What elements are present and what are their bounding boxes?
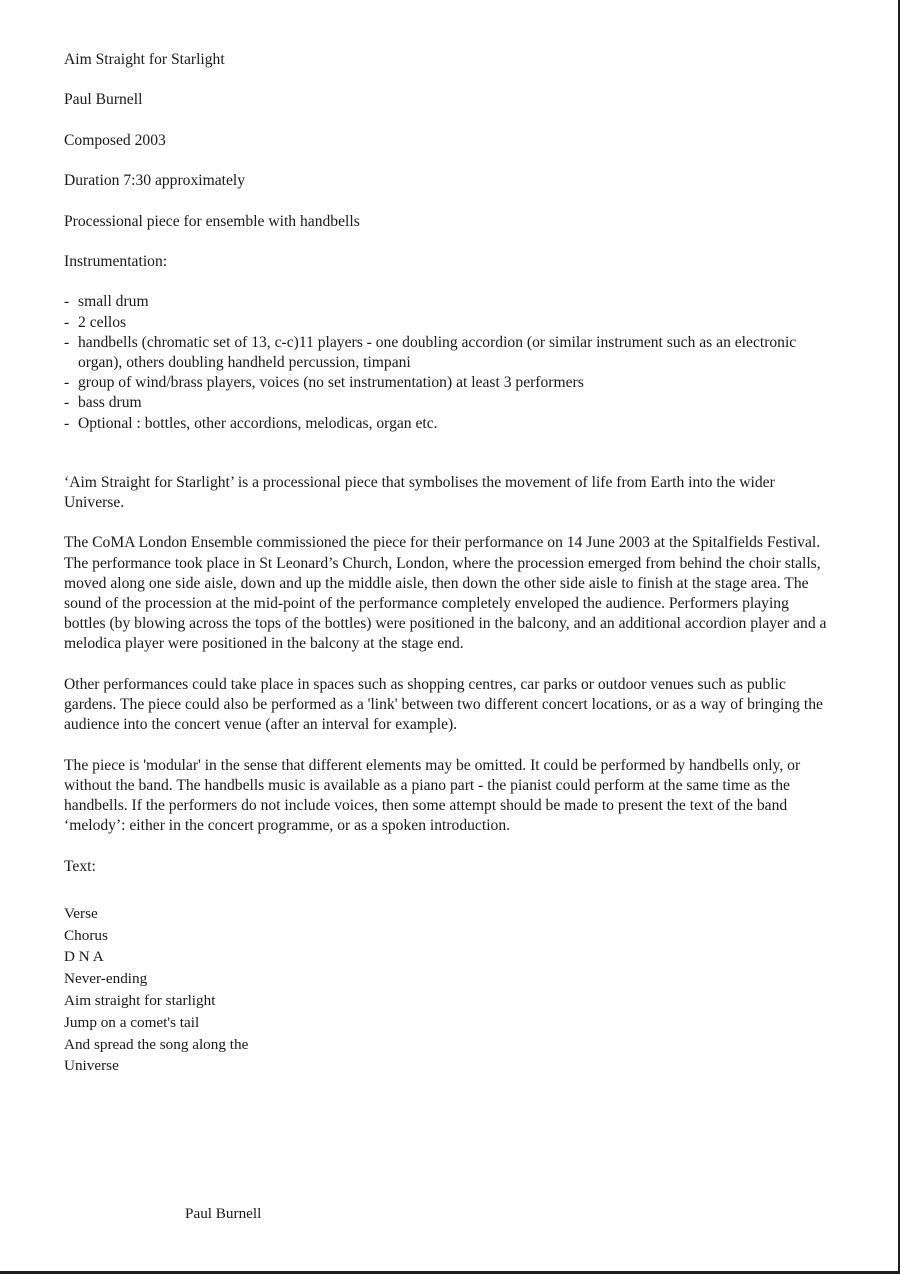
instrument-list [64, 292, 834, 433]
lyric-line: Chorus [64, 926, 108, 944]
instrument-item: - Optional : bottles, other accordions, melodicas, organ etc. [64, 414, 834, 434]
instrument-item: - handbells (chromatic set of 13, c-c)11 players - one doubling accordion (or similar instrument such as an electronic organ), others doubling handheld percussion, timpani [64, 333, 834, 373]
piece-description: Processional piece for ensemble with handbells [64, 212, 360, 230]
composer-name: Paul Burnell [64, 91, 143, 109]
document-body [64, 50, 834, 1077]
lyric-line: D N A [64, 948, 104, 966]
piece-title: Aim Straight for Starlight [64, 51, 225, 68]
composed-year: Composed 2003 [64, 131, 166, 149]
instrumentation-label: Instrumentation: [64, 252, 168, 270]
instrument-item: - small drum [64, 292, 834, 312]
lyrics-list [64, 903, 834, 1077]
lyric-line: Jump on a comet's tail [64, 1013, 200, 1031]
lyric-line: And spread the song along the [64, 1035, 249, 1053]
body-paragraph: Other performances could take place in spaces such as shopping centres, car parks or outdoor venues such as public gardens. The piece could also be performed as a 'link' between two different concert locations, or as a way of bringing the audience into the concert venue (after an interval for example). [64, 675, 823, 734]
instrument-item: - group of wind/brass players, voices (no set instrumentation) at least 3 performers [64, 373, 834, 393]
body-paragraph: The piece is 'modular' in the sense that different elements may be omitted. It could be performed by handbells only, or without the band. The handbells music is available as a piano part - the pianist could perform at the same time as the handbells. If the performers do not include voices, then some attempt should be made to present the text of the band ‘melody’: either in the concert programme, or as a spoken introduction. [64, 756, 801, 835]
instrument-item: - 2 cellos [64, 313, 834, 333]
lyric-line: Universe [64, 1057, 119, 1075]
body-paragraph: ‘Aim Straight for Starlight’ is a processional piece that symbolises the movement of life from Earth into the wider Universe. [64, 473, 775, 511]
instrument-item: - bass drum [64, 393, 834, 413]
lyric-line: Verse [64, 904, 98, 922]
lyric-line: Aim straight for starlight [64, 991, 216, 1009]
signature: Paul Burnell [185, 1205, 262, 1223]
duration: Duration 7:30 approximately [64, 172, 246, 190]
lyric-line: Never-ending [64, 970, 148, 988]
text-label: Text: [64, 857, 96, 875]
body-paragraph: The CoMA London Ensemble commissioned the piece for their performance on 14 June 2003 at the Spitalfields Festival. The performance took place in St Leonard’s Church, London, where the procession emerged from behind the choir stalls, moved along one side aisle, down and up the middle aisle, then down the other side aisle to finish at the stage area. The sound of the procession at the mid-point of the performance completely enveloped the audience. Performers playing bottles (by blowing across the tops of the bottles) were positioned in the balcony, and an additional accordion player and a melodica player were positioned in the balcony at the stage end. [64, 534, 827, 653]
